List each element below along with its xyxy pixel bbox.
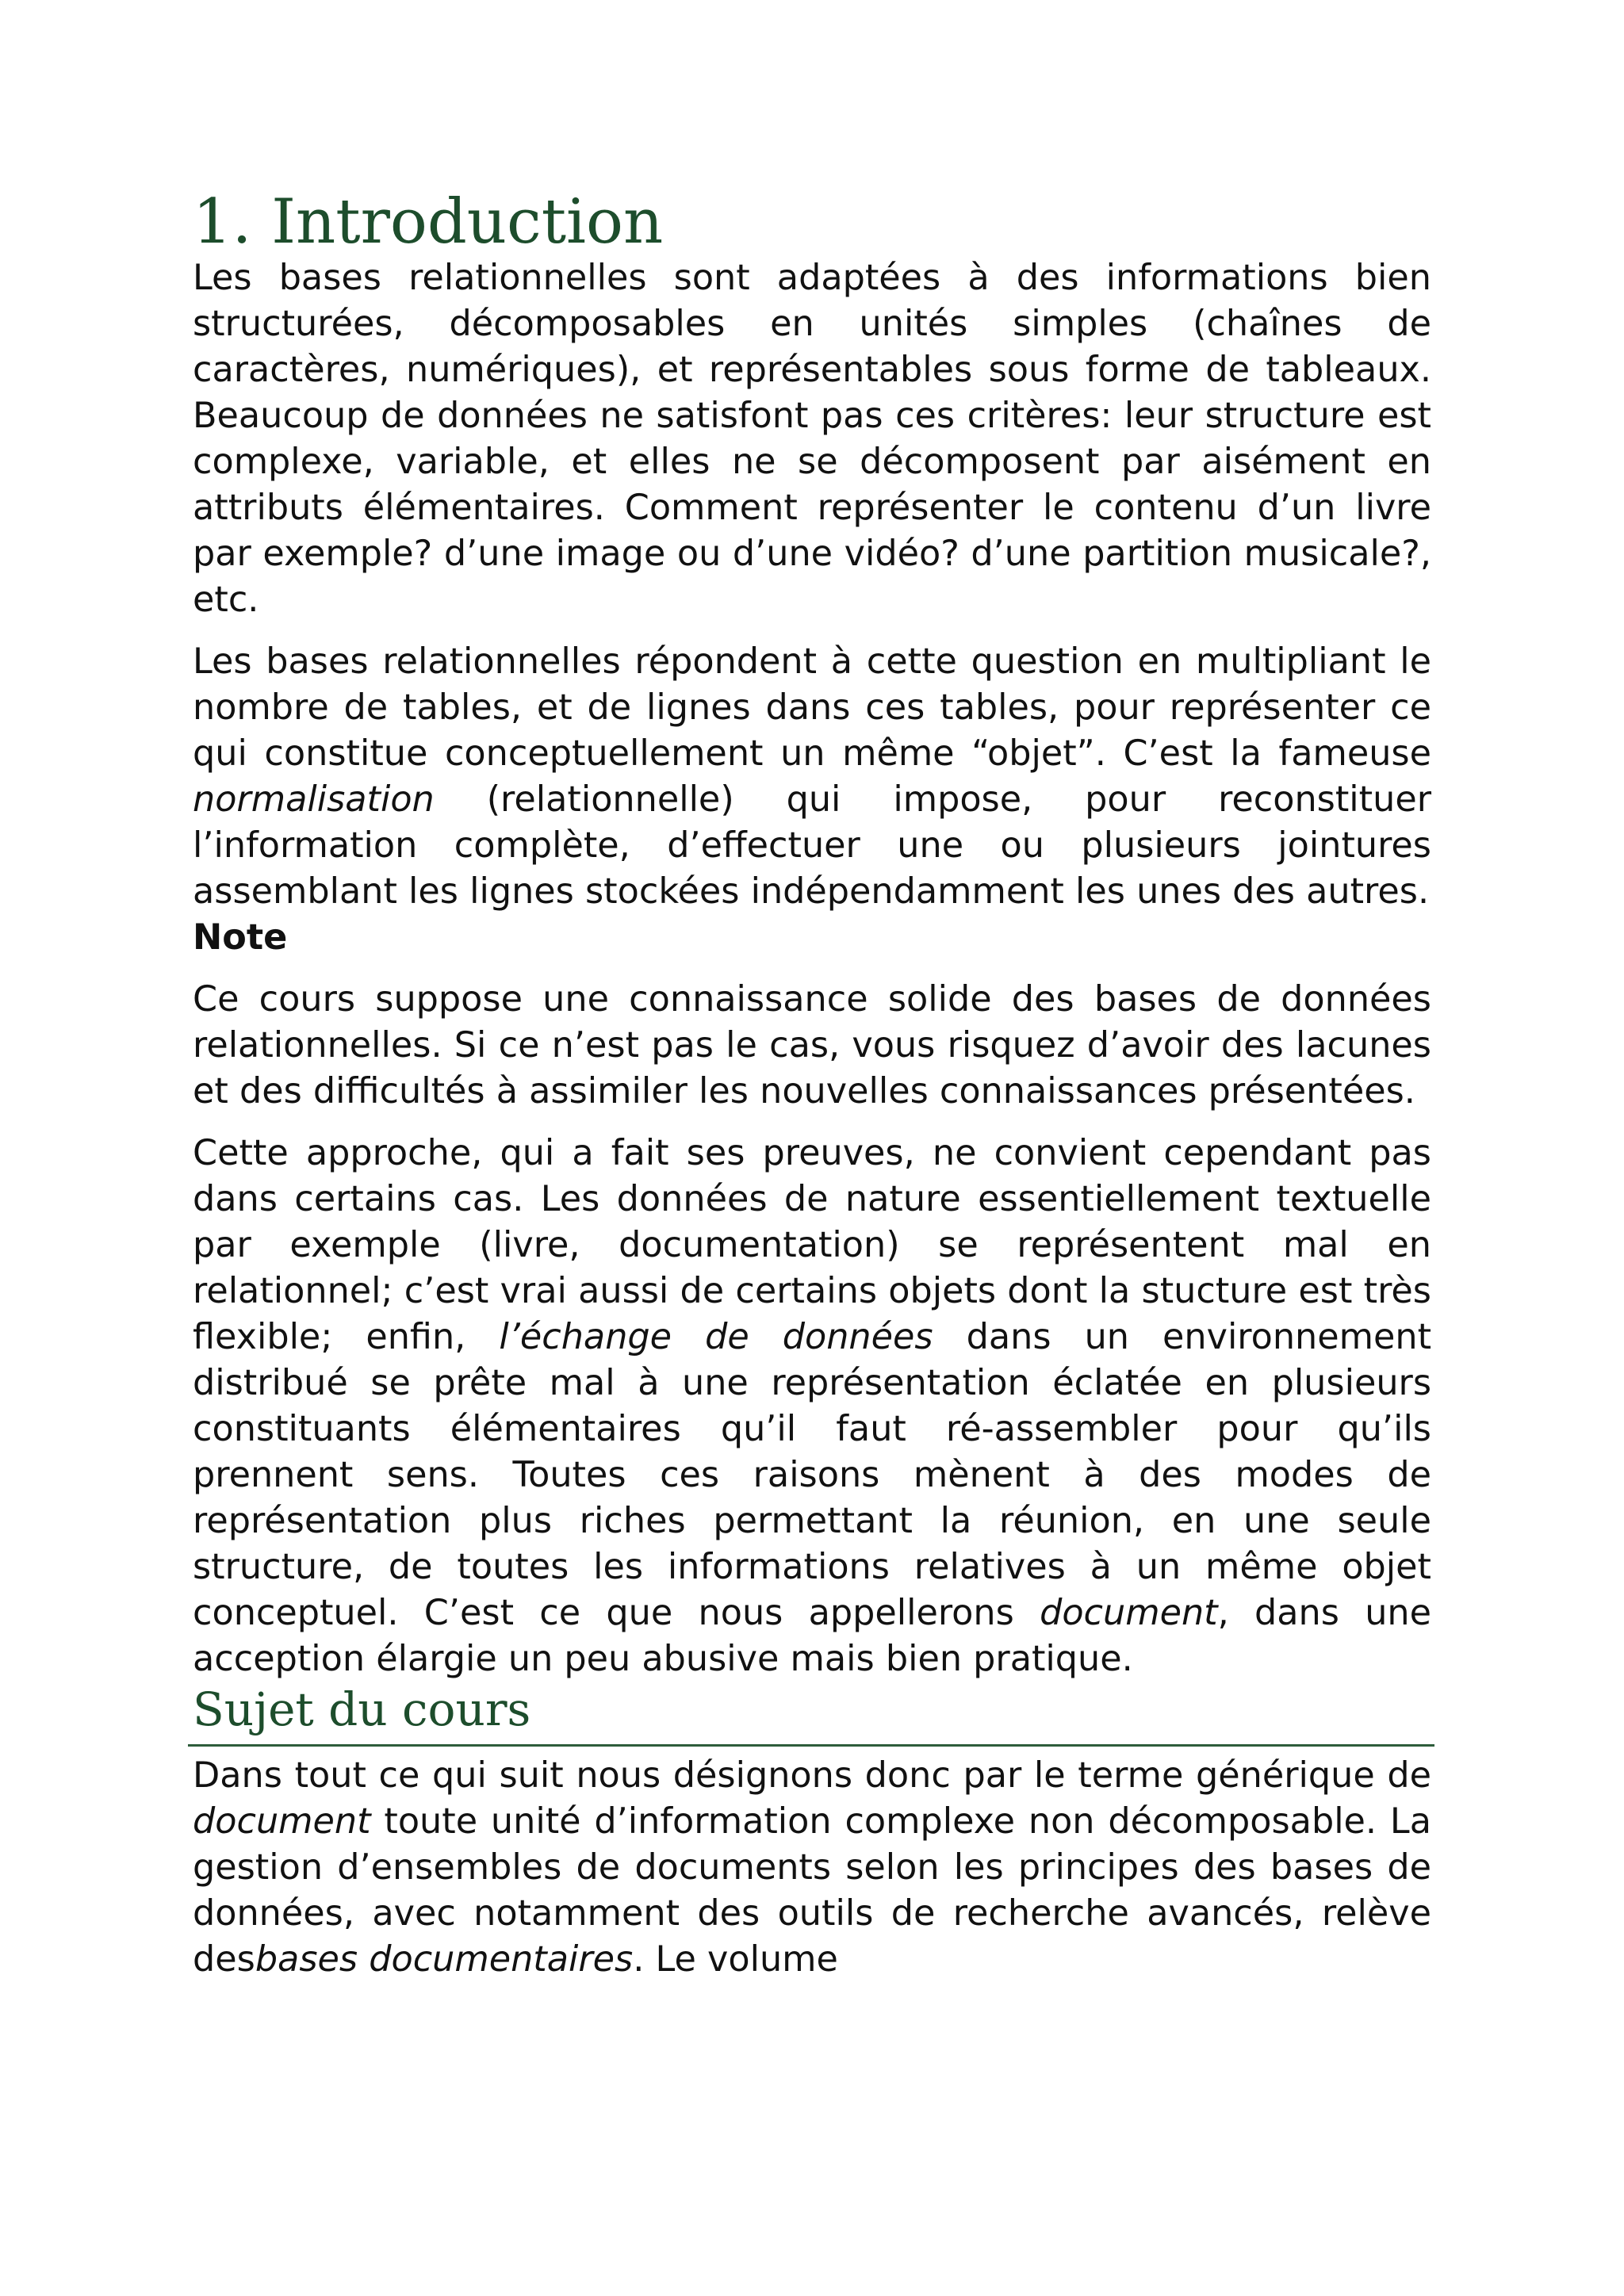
bases-documentaires-emphasis: bases documentaires <box>255 1939 634 1980</box>
subsection-title: Sujet du cours <box>193 1682 531 1736</box>
intro-paragraph-1: Les bases relationnelles sont adaptées à des informations bien structurées, décomposables en unités simples (chaînes de caractères, numériques), et représentables sous forme de tableaux. Beaucoup de données ne satisfont pas ces critères: leur structure est complexe, variable, et elles ne se décomposent par aisément en attributs élémentaires. Comment représenter le contenu d’un livre par exemple? d’une image ou d’une vidéo? d’une partition musicale?, etc. <box>193 258 1431 620</box>
document-term-emphasis: document <box>193 1801 371 1842</box>
intro-paragraph-2-text-a: Les bases relationnelles répondent à cette question en multipliant le nombre de tables, et de lignes dans ces tables, pour représenter ce qui constitue conceptuellement un même “objet”. C’est la fameuse <box>193 641 1431 774</box>
subject-text-b: toute unité d’information complexe non décomposable. La gestion d’ensembles de documents selon les principes des bases de données, avec notamment des outils de recherche avancés, relève des <box>193 1801 1431 1980</box>
approach-text-c: , dans une acception élargie un peu abusive mais bien pratique. <box>193 1593 1431 1679</box>
subject-text-c: . Le volume <box>633 1939 838 1980</box>
echange-donnees-emphasis: l’échange de données <box>499 1317 933 1357</box>
document-emphasis: document <box>1040 1593 1218 1633</box>
section-title: 1. Introduction <box>193 186 664 258</box>
intro-paragraph-2-text-b: (relationnelle) qui impose, pour reconstituer l’information complète, d’effectuer une ou plusieurs jointures assemblant les lignes stockées indépendamment les unes des autres. <box>193 779 1431 912</box>
subject-text-a: Dans tout ce qui suit nous désignons donc par le terme générique de <box>193 1755 1431 1796</box>
subsection-rule <box>188 1744 1434 1747</box>
approach-text-a: Cette approche, qui a fait ses preuves, ne convient cependant pas dans certains cas. Les données de nature essentiellement textuelle par exemple (livre, documentation) se représentent mal en relationnel; c’est vrai aussi de certains objets dont la stucture est très flexible; enfin, <box>193 1133 1431 1357</box>
note-label: Note <box>193 917 288 958</box>
subject-paragraph <box>193 1753 1431 1983</box>
approach-text-b: dans un environnement distribué se prête mal à une représentation éclatée en plusieurs constituants élémentaires qu’il faut ré-assembler pour qu’ils prennent sens. Toutes ces raisons mènent à des modes de représentation plus riches permettant la réunion, en une seule structure, de toutes les informations relatives à un même objet conceptuel. C’est ce que nous appellerons <box>193 1317 1432 1633</box>
note-paragraph: Ce cours suppose une connaissance solide des bases de données relationnelles. Si ce n’est pas le cas, vous risquez d’avoir des lacunes et des difficultés à assimiler les nouvelles connaissances présentées. <box>193 979 1431 1112</box>
document-page <box>193 182 1431 1983</box>
normalisation-emphasis: normalisation <box>193 779 435 820</box>
approach-paragraph <box>193 1131 1431 1682</box>
intro-paragraph-2 <box>193 639 1431 915</box>
